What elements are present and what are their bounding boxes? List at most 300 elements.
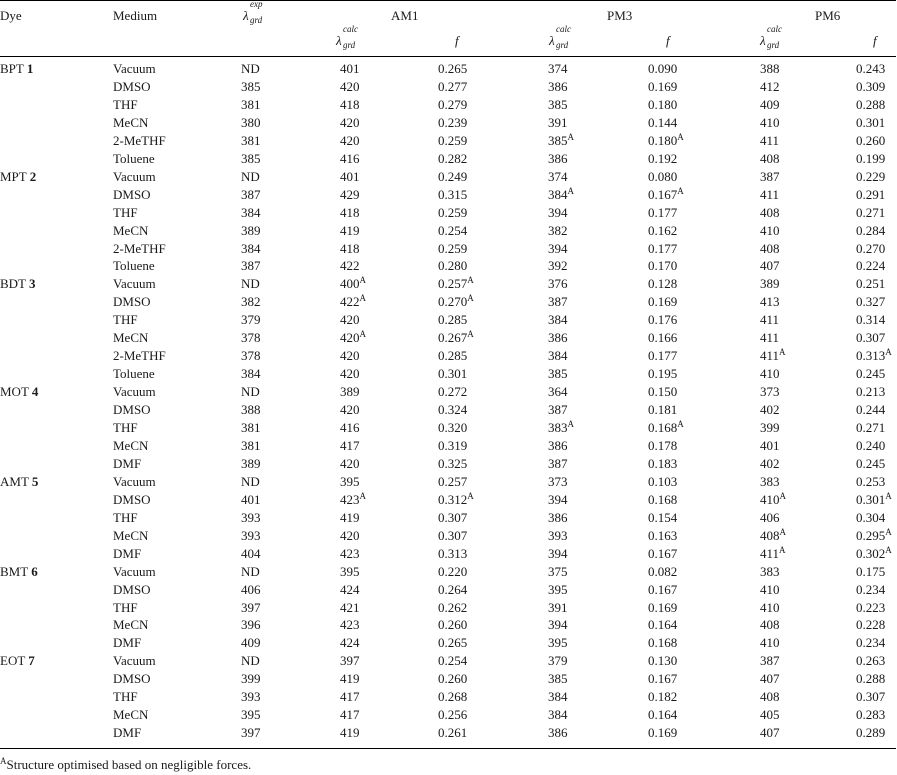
- cell-pm6f: 0.307: [856, 330, 886, 346]
- table-row: [0, 670, 897, 688]
- cell-med: DMF: [113, 635, 142, 651]
- footnote-ref: A: [779, 526, 786, 537]
- cell-am1l: 429: [340, 186, 360, 202]
- cell-pm6l: 410: [760, 635, 780, 651]
- cell-pm6f: 0.244: [856, 402, 886, 418]
- cell-am1l: 420: [340, 455, 360, 471]
- cell-pm3f: 0.192: [648, 150, 678, 166]
- cell-am1f: 0.257: [438, 473, 468, 489]
- cell-med: Vacuum: [113, 563, 156, 579]
- cell-am1f: 0.260: [438, 671, 468, 687]
- cell-am1f: 0.325: [438, 455, 468, 471]
- footnote-ref: A: [885, 526, 892, 537]
- cell-am1l: 395: [340, 473, 360, 489]
- cell-exp: 378: [241, 330, 261, 346]
- footnote-ref: A: [467, 329, 474, 340]
- cell-pm6f: 0.327: [856, 294, 886, 310]
- cell-pm6f: 0.224: [856, 258, 886, 274]
- cell-exp: 393: [241, 509, 261, 525]
- cell-exp: 387: [241, 258, 261, 274]
- footnote-text: Structure optimised based on negligible forces.: [6, 757, 252, 772]
- cell-pm6f: 0.271: [856, 420, 886, 435]
- cell-am1l: 419: [340, 509, 360, 525]
- cell-am1l: 419: [340, 725, 360, 741]
- cell-pm6l: 388: [760, 61, 780, 76]
- footnote-ref: A: [779, 490, 786, 501]
- table-row: [0, 652, 897, 670]
- cell-pm3l: 395: [548, 581, 568, 597]
- cell-pm6f: 0.291: [856, 186, 886, 202]
- cell-pm6l: 373: [760, 384, 780, 400]
- cell-med: DMSO: [113, 491, 151, 507]
- cell-exp: 404: [241, 545, 261, 561]
- cell-pm6l: 387: [760, 168, 780, 184]
- cell-med: Vacuum: [113, 653, 156, 669]
- cell-pm6l: 411: [760, 186, 780, 202]
- cell-am1l: $420^A$: [340, 329, 366, 346]
- cell-med: MeCN: [113, 617, 149, 633]
- cell-am1f: 0.268: [438, 689, 468, 705]
- cell-med: THF: [113, 312, 138, 328]
- cell-med: Toluene: [113, 366, 155, 382]
- footnote-marker: A: [0, 756, 7, 766]
- header-rule: [0, 56, 896, 57]
- cell-pm6f: 0.229: [856, 168, 886, 184]
- cell-am1f: 0.313: [438, 545, 468, 561]
- cell-am1f: 0.282: [438, 150, 468, 166]
- cell-exp: 388: [241, 402, 261, 418]
- cell-pm3l: 374: [548, 168, 568, 184]
- cell-exp: ND: [241, 473, 260, 489]
- table-row: [0, 347, 897, 365]
- cell-med: MeCN: [113, 707, 149, 723]
- cell-am1l: 418: [340, 96, 360, 112]
- table-row: [0, 455, 897, 473]
- cell-am1f: 0.285: [438, 348, 468, 364]
- cell-exp: 401: [241, 491, 261, 507]
- cell-pm6f: 0.288: [856, 671, 886, 687]
- cell-med: THF: [113, 204, 138, 220]
- cell-exp: 385: [241, 78, 261, 94]
- cell-exp: 381: [241, 420, 261, 435]
- cell-am1f: 0.277: [438, 78, 468, 94]
- table-row: [0, 509, 897, 527]
- table-row: [0, 563, 897, 581]
- cell-pm6l: $408^A$: [760, 526, 786, 543]
- cell-pm3f: 0.168: [648, 491, 678, 507]
- cell-pm6f: 0.314: [856, 312, 886, 328]
- cell-exp: 387: [241, 186, 261, 202]
- cell-pm3f: $0.180^A$: [648, 131, 684, 148]
- footnote-ref: A: [677, 419, 684, 429]
- cell-pm6l: 408: [760, 617, 780, 633]
- cell-pm6l: $411^A$: [760, 347, 786, 364]
- cell-med: MeCN: [113, 114, 149, 130]
- cell-am1f: 0.261: [438, 725, 468, 741]
- cell-pm3l: 385: [548, 366, 568, 382]
- table-row: [0, 150, 897, 168]
- cell-pm6f: 0.301: [856, 114, 886, 130]
- cell-pm6l: 383: [760, 563, 780, 579]
- footnote-ref: A: [677, 131, 684, 142]
- cell-am1f: 0.254: [438, 222, 468, 238]
- cell-pm6f: 0.309: [856, 78, 886, 94]
- cell-am1l: $422^A$: [340, 293, 366, 310]
- cell-pm3f: 0.167: [648, 671, 678, 687]
- cell-pm6l: 410: [760, 366, 780, 382]
- cell-am1l: 417: [340, 707, 360, 723]
- cell-dye: MOT 4: [0, 384, 39, 400]
- cell-pm3l: 394: [548, 617, 568, 633]
- footnote-ref: A: [779, 347, 786, 358]
- cell-med: Vacuum: [113, 276, 156, 292]
- cell-am1l: 420: [340, 78, 360, 94]
- cell-pm3f: 0.169: [648, 294, 678, 310]
- cell-am1l: 423: [340, 545, 360, 561]
- footnote-ref: A: [567, 185, 574, 196]
- cell-pm6l: 413: [760, 294, 780, 310]
- footnote-ref: A: [779, 544, 786, 555]
- table-row: [0, 383, 897, 401]
- cell-pm6f: 0.234: [856, 581, 886, 597]
- header-pm3-f: f: [666, 33, 670, 48]
- cell-med: THF: [113, 599, 138, 615]
- cell-med: DMF: [113, 545, 142, 561]
- cell-med: MeCN: [113, 437, 149, 453]
- cell-exp: 380: [241, 114, 261, 130]
- cell-pm3l: 374: [548, 61, 568, 76]
- cell-pm3l: 387: [548, 455, 568, 471]
- cell-pm3f: 0.167: [648, 581, 678, 597]
- cell-pm3l: 391: [548, 114, 568, 130]
- cell-pm6l: 399: [760, 420, 780, 435]
- cell-am1l: 401: [340, 168, 360, 184]
- cell-pm3l: 391: [548, 599, 568, 615]
- cell-pm3l: 364: [548, 384, 568, 400]
- cell-pm6f: 0.245: [856, 455, 886, 471]
- cell-pm3l: 386: [548, 78, 568, 94]
- cell-am1f: 0.260: [438, 617, 468, 633]
- cell-pm3l: 384: [548, 707, 568, 723]
- cell-pm6f: 0.234: [856, 635, 886, 651]
- cell-pm6f: 0.240: [856, 437, 886, 453]
- cell-pm6l: 411: [760, 132, 780, 148]
- cell-pm6l: 408: [760, 150, 780, 166]
- cell-exp: 406: [241, 581, 261, 597]
- cell-med: MeCN: [113, 330, 149, 346]
- cell-med: Vacuum: [113, 168, 156, 184]
- table-row: [0, 60, 897, 78]
- cell-pm6f: 0.213: [856, 384, 886, 400]
- cell-pm6f: 0.223: [856, 599, 886, 615]
- cell-pm6l: 408: [760, 204, 780, 220]
- cell-exp: 397: [241, 599, 261, 615]
- cell-pm6l: 387: [760, 653, 780, 669]
- cell-pm3l: 386: [548, 725, 568, 741]
- cell-am1f: $0.312^A$: [438, 490, 474, 507]
- cell-med: 2-MeTHF: [113, 240, 166, 256]
- cell-pm6l: 383: [760, 473, 780, 489]
- cell-am1f: 0.301: [438, 366, 468, 382]
- cell-pm3l: 393: [548, 527, 568, 543]
- table-row: [0, 616, 897, 634]
- cell-pm6f: 0.263: [856, 653, 886, 669]
- cell-pm3f: 0.178: [648, 437, 678, 453]
- cell-exp: ND: [241, 563, 260, 579]
- cell-exp: 389: [241, 222, 261, 238]
- cell-exp: 396: [241, 617, 261, 633]
- table-row: [0, 275, 897, 293]
- cell-pm6f: $0.313^A$: [856, 347, 892, 364]
- cell-pm3f: 0.169: [648, 599, 678, 615]
- cell-pm3f: 0.176: [648, 312, 678, 328]
- cell-dye: BMT 6: [0, 563, 38, 579]
- cell-pm3l: 379: [548, 653, 568, 669]
- table-row: [0, 204, 897, 222]
- cell-pm6l: 401: [760, 437, 780, 453]
- header-lambda-exp: λ exp grd: [243, 0, 263, 25]
- cell-med: Toluene: [113, 150, 155, 166]
- cell-pm3f: 0.144: [648, 114, 678, 130]
- cell-exp: 381: [241, 96, 261, 112]
- cell-pm6f: 0.228: [856, 617, 886, 633]
- cell-exp: ND: [241, 384, 260, 400]
- table-row: [0, 132, 897, 150]
- cell-pm3f: 0.080: [648, 168, 678, 184]
- cell-dye: MPT 2: [0, 168, 37, 184]
- cell-pm6f: 0.260: [856, 132, 886, 148]
- cell-pm3l: 386: [548, 150, 568, 166]
- cell-pm3l: 385: [548, 96, 568, 112]
- cell-exp: 384: [241, 204, 261, 220]
- cell-pm3f: 0.103: [648, 473, 678, 489]
- cell-pm3l: 373: [548, 473, 568, 489]
- cell-am1f: 0.259: [438, 132, 468, 148]
- cell-pm6f: 0.284: [856, 222, 886, 238]
- cell-pm3l: 387: [548, 402, 568, 418]
- cell-am1f: 0.319: [438, 437, 468, 453]
- cell-pm6f: 0.283: [856, 707, 886, 723]
- cell-med: THF: [113, 96, 138, 112]
- cell-pm6l: 407: [760, 671, 780, 687]
- cell-pm3f: 0.169: [648, 78, 678, 94]
- cell-pm6l: 407: [760, 258, 780, 274]
- cell-pm3l: 384: [548, 689, 568, 705]
- cell-dye: BPT 1: [0, 61, 34, 76]
- cell-pm6l: $411^A$: [760, 544, 786, 561]
- cell-pm3f: 0.150: [648, 384, 678, 400]
- cell-med: DMSO: [113, 402, 151, 418]
- header-medium: Medium: [113, 8, 158, 23]
- footnote-ref: A: [359, 293, 366, 304]
- cell-exp: ND: [241, 168, 260, 184]
- cell-exp: ND: [241, 653, 260, 669]
- cell-pm3l: 376: [548, 276, 568, 292]
- cell-am1l: 419: [340, 671, 360, 687]
- cell-pm3l: 386: [548, 330, 568, 346]
- cell-am1f: 0.259: [438, 204, 468, 220]
- cell-med: DMSO: [113, 294, 151, 310]
- cell-pm3l: $383^A$: [548, 419, 574, 435]
- table-row: [0, 437, 897, 455]
- cell-pm3f: 0.177: [648, 204, 678, 220]
- cell-pm6f: 0.270: [856, 240, 886, 256]
- cell-pm6l: 411: [760, 312, 780, 328]
- cell-pm6f: 0.251: [856, 276, 886, 292]
- footnote-ref: A: [885, 490, 892, 501]
- cell-am1l: 389: [340, 384, 360, 400]
- cell-pm3f: 0.182: [648, 689, 678, 705]
- table-row: [0, 240, 897, 258]
- table-row: [0, 688, 897, 706]
- cell-pm6f: 0.243: [856, 61, 886, 76]
- cell-exp: 395: [241, 707, 261, 723]
- cell-pm3l: 386: [548, 437, 568, 453]
- cell-am1f: 0.272: [438, 384, 468, 400]
- cell-exp: 382: [241, 294, 261, 310]
- cell-pm3f: 0.162: [648, 222, 678, 238]
- cell-exp: 381: [241, 132, 261, 148]
- cell-pm3l: 392: [548, 258, 568, 274]
- cell-med: 2-MeTHF: [113, 132, 166, 148]
- cell-pm6l: 410: [760, 222, 780, 238]
- cell-pm6l: 410: [760, 114, 780, 130]
- cell-med: DMF: [113, 725, 142, 741]
- cell-pm3f: 0.164: [648, 707, 678, 723]
- cell-am1f: 0.262: [438, 599, 468, 615]
- cell-med: MeCN: [113, 527, 149, 543]
- cell-med: THF: [113, 509, 138, 525]
- footnote-ref: A: [467, 293, 474, 304]
- cell-med: THF: [113, 420, 138, 435]
- cell-pm6l: 409: [760, 96, 780, 112]
- cell-am1f: 0.239: [438, 114, 468, 130]
- cell-exp: ND: [241, 61, 260, 76]
- cell-exp: 379: [241, 312, 261, 328]
- footnote-ref: A: [885, 347, 892, 358]
- cell-pm6l: 408: [760, 240, 780, 256]
- cell-pm3l: 385: [548, 671, 568, 687]
- footnote-ref: A: [359, 275, 366, 286]
- cell-am1f: 0.324: [438, 402, 468, 418]
- cell-med: DMSO: [113, 671, 151, 687]
- cell-pm3f: $0.168^A$: [648, 419, 684, 435]
- table-row: [0, 257, 897, 275]
- cell-pm6f: $0.301^A$: [856, 490, 892, 507]
- cell-am1f: 0.315: [438, 186, 468, 202]
- footnote-ref: A: [677, 185, 684, 196]
- cell-am1f: 0.249: [438, 168, 468, 184]
- cell-am1l: 424: [340, 635, 360, 651]
- cell-pm3l: 384: [548, 312, 568, 328]
- cell-pm3f: 0.167: [648, 545, 678, 561]
- cell-am1l: 420: [340, 527, 360, 543]
- cell-pm3l: 394: [548, 240, 568, 256]
- cell-exp: 399: [241, 671, 261, 687]
- cell-pm3l: 395: [548, 635, 568, 651]
- footnote-ref: A: [885, 544, 892, 555]
- cell-am1l: 419: [340, 222, 360, 238]
- cell-pm3l: 394: [548, 491, 568, 507]
- cell-pm6f: 0.245: [856, 366, 886, 382]
- cell-pm3f: 0.154: [648, 509, 678, 525]
- table-bottom-rule: [0, 748, 896, 749]
- cell-pm6l: 412: [760, 78, 780, 94]
- cell-exp: 381: [241, 437, 261, 453]
- cell-exp: 378: [241, 348, 261, 364]
- cell-pm3f: 0.183: [648, 455, 678, 471]
- table-row: [0, 599, 897, 617]
- footnote-ref: A: [359, 329, 366, 340]
- cell-pm3l: 382: [548, 222, 568, 238]
- cell-pm3l: 394: [548, 204, 568, 220]
- cell-pm6l: 389: [760, 276, 780, 292]
- cell-am1f: 0.264: [438, 581, 468, 597]
- cell-am1l: 420: [340, 366, 360, 382]
- cell-pm6f: 0.271: [856, 204, 886, 220]
- cell-exp: 384: [241, 366, 261, 382]
- cell-pm3f: 0.169: [648, 725, 678, 741]
- cell-pm3f: 0.180: [648, 96, 678, 112]
- cell-pm3l: 387: [548, 294, 568, 310]
- cell-am1l: 422: [340, 258, 360, 274]
- cell-pm3f: 0.082: [648, 563, 678, 579]
- table-row: [0, 78, 897, 96]
- cell-am1l: 420: [340, 114, 360, 130]
- cell-med: Vacuum: [113, 473, 156, 489]
- cell-am1f: 0.285: [438, 312, 468, 328]
- cell-pm3f: 0.090: [648, 61, 678, 76]
- cell-exp: 397: [241, 725, 261, 741]
- header-dye: Dye: [0, 8, 22, 23]
- footnote-ref: A: [467, 275, 474, 286]
- cell-am1f: 0.265: [438, 61, 468, 76]
- cell-pm6f: 0.289: [856, 725, 886, 741]
- table-row: [0, 293, 897, 311]
- header-am1: AM1: [391, 8, 419, 23]
- cell-pm3l: $384^A$: [548, 185, 574, 202]
- table-row: [0, 311, 897, 329]
- header-pm3: PM3: [607, 8, 633, 23]
- table-top-rule: [0, 0, 896, 1]
- cell-pm6l: 410: [760, 599, 780, 615]
- cell-am1f: 0.307: [438, 509, 468, 525]
- cell-am1l: 421: [340, 599, 360, 615]
- cell-med: DMF: [113, 455, 142, 471]
- cell-exp: 393: [241, 689, 261, 705]
- cell-am1l: 397: [340, 653, 360, 669]
- cell-pm6f: $0.302^A$: [856, 544, 892, 561]
- table-row: [0, 473, 897, 491]
- cell-med: MeCN: [113, 222, 149, 238]
- cell-pm6f: 0.199: [856, 150, 886, 166]
- table-row: [0, 401, 897, 419]
- cell-am1l: 401: [340, 61, 360, 76]
- cell-pm6f: $0.295^A$: [856, 526, 892, 543]
- cell-pm3f: 0.166: [648, 330, 678, 346]
- cell-am1l: 418: [340, 240, 360, 256]
- cell-med: DMSO: [113, 581, 151, 597]
- table-row: [0, 581, 897, 599]
- footnote: [0, 757, 251, 773]
- cell-pm3l: $385^A$: [548, 131, 574, 148]
- cell-pm3f: 0.170: [648, 258, 678, 274]
- cell-am1l: 423: [340, 617, 360, 633]
- cell-exp: ND: [241, 276, 260, 292]
- cell-am1f: $0.270^A$: [438, 293, 474, 310]
- footnote-ref: A: [359, 490, 366, 501]
- table-row: [0, 706, 897, 724]
